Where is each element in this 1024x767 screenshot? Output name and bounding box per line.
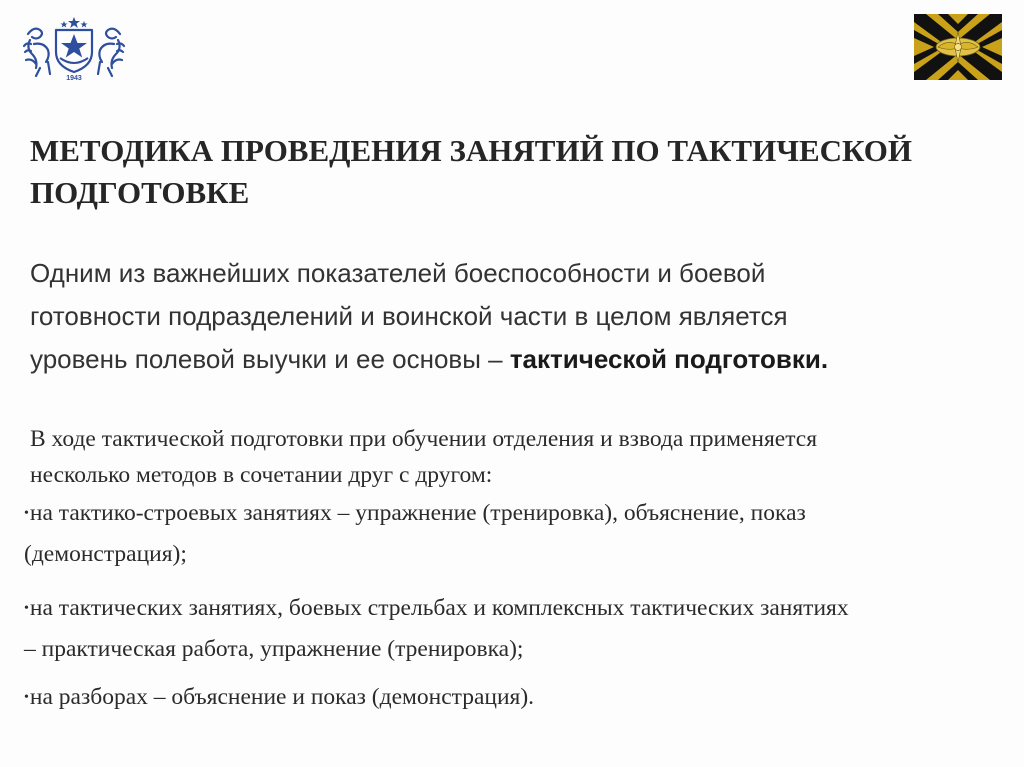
methods-intro xyxy=(30,421,1010,493)
lead-line-1: Одним из важнейших показателей боеспособности и боевой xyxy=(30,258,766,288)
intro-line-2: несколько методов в сочетании друг с другом: xyxy=(30,462,493,488)
bullet-icon: • xyxy=(24,601,29,616)
signal-troops-emblem-icon xyxy=(914,14,1002,80)
title-line-2: ПОДГОТОВКЕ xyxy=(30,175,250,210)
list-item-line-2: – практическая работа, упражнение (тренировка); xyxy=(24,636,524,662)
bullet-icon: • xyxy=(24,690,29,705)
list-item xyxy=(24,588,1024,669)
list-item-line-1: на разборах – объяснение и показ (демонстрация). xyxy=(29,684,535,710)
list-item-line-2: (демонстрация); xyxy=(24,541,187,567)
slide-title xyxy=(30,130,1010,214)
title-line-1: МЕТОДИКА ПРОВЕДЕНИЯ ЗАНЯТИЙ ПО ТАКТИЧЕСКОЙ xyxy=(30,133,912,168)
list-item xyxy=(24,493,1024,574)
logo-year: 1943 xyxy=(66,75,82,82)
lead-line-2: готовности подразделений и воинской части в целом является xyxy=(30,301,788,331)
lead-paragraph xyxy=(30,252,1010,381)
lead-emphasis: тактической подготовки. xyxy=(509,344,829,374)
institute-logo-icon xyxy=(20,14,128,84)
list-item-line-1: на тактико-строевых занятиях – упражнение (тренировка), объяснение, показ xyxy=(29,500,806,526)
intro-line-1: В ходе тактической подготовки при обучении отделения и взвода применяется xyxy=(30,426,818,452)
list-item-line-1: на тактических занятиях, боевых стрельбах и комплексных тактических занятиях xyxy=(29,595,849,621)
lead-line-3-text: уровень полевой выучки и ее основы – xyxy=(30,344,510,374)
list-item xyxy=(24,677,1024,718)
lead-line-3 xyxy=(30,338,1010,381)
bullet-icon: • xyxy=(24,506,29,521)
